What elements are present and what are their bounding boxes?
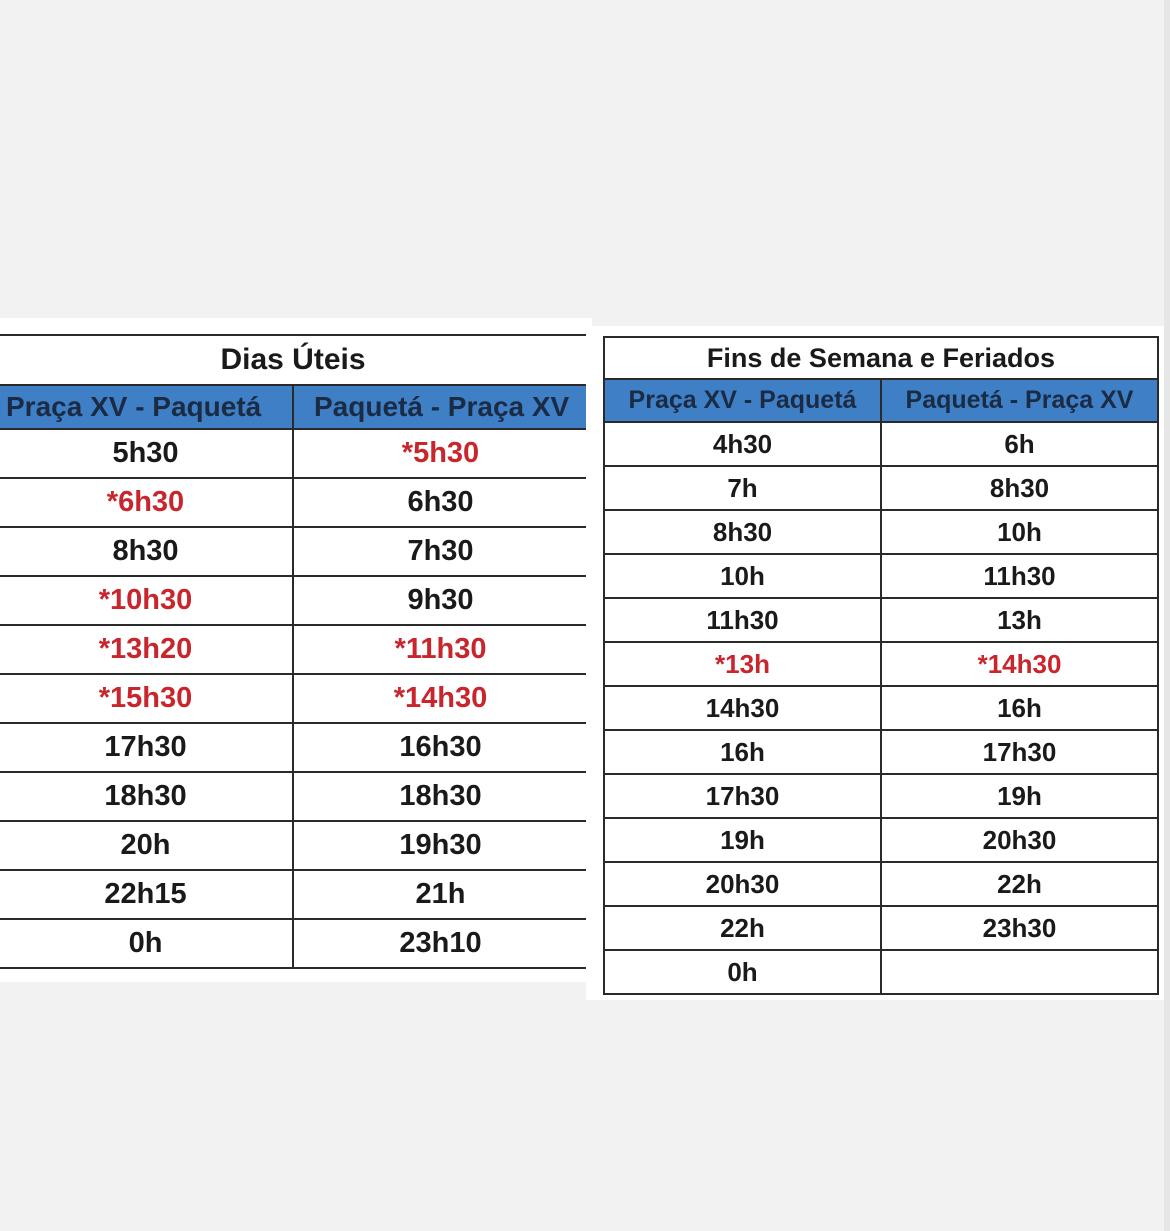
weekend-time-cell: [881, 950, 1158, 994]
weekend-time-cell: 6h: [881, 422, 1158, 466]
weekend-time-cell: 23h30: [881, 906, 1158, 950]
weekend-time-cell: 7h: [604, 466, 881, 510]
weekday-time-cell: 22h15: [0, 870, 293, 919]
weekend-row: [604, 686, 1158, 730]
weekend-row: [604, 642, 1158, 686]
weekday-time-cell: 18h30: [0, 772, 293, 821]
weekend-row: [604, 730, 1158, 774]
weekend-row: [604, 422, 1158, 466]
weekend-time-cell: 16h: [881, 686, 1158, 730]
weekend-time-cell: 17h30: [604, 774, 881, 818]
weekday-time-cell: *6h30: [0, 478, 293, 527]
weekday-row: [0, 576, 587, 625]
weekend-time-cell: 22h: [604, 906, 881, 950]
weekday-time-cell: *13h20: [0, 625, 293, 674]
weekday-row: [0, 723, 587, 772]
weekend-time-cell: 17h30: [881, 730, 1158, 774]
weekend-row: [604, 510, 1158, 554]
weekday-time-cell: 0h: [0, 919, 293, 968]
weekend-time-cell: 10h: [604, 554, 881, 598]
weekday-schedule-panel: [0, 318, 592, 982]
weekend-time-cell: 0h: [604, 950, 881, 994]
weekend-schedule-table: [603, 336, 1159, 995]
weekend-row: [604, 466, 1158, 510]
weekday-time-cell: 6h30: [293, 478, 587, 527]
weekday-table-title: Dias Úteis: [0, 335, 587, 385]
weekend-time-cell: 22h: [881, 862, 1158, 906]
weekend-time-cell: 19h: [604, 818, 881, 862]
weekday-schedule-table: [0, 334, 588, 969]
weekday-time-cell: 20h: [0, 821, 293, 870]
weekend-time-cell: 11h30: [604, 598, 881, 642]
weekend-time-cell: 13h: [881, 598, 1158, 642]
weekday-time-cell: *10h30: [0, 576, 293, 625]
weekday-row: [0, 772, 587, 821]
column-header-praca-paqueta: Praça XV - Paquetá: [0, 385, 293, 429]
weekend-time-cell: 8h30: [881, 466, 1158, 510]
weekend-row: [604, 774, 1158, 818]
weekend-time-cell: 11h30: [881, 554, 1158, 598]
weekend-row: [604, 598, 1158, 642]
page-edge: [1164, 0, 1170, 1231]
weekend-time-cell: 16h: [604, 730, 881, 774]
weekend-time-cell: 14h30: [604, 686, 881, 730]
weekend-schedule-panel: [586, 326, 1170, 1000]
weekend-time-cell: 19h: [881, 774, 1158, 818]
column-header-paqueta-praca: Paquetá - Praça XV: [293, 385, 587, 429]
weekend-row: [604, 950, 1158, 994]
weekday-row: [0, 527, 587, 576]
weekend-time-cell: *14h30: [881, 642, 1158, 686]
weekend-row: [604, 818, 1158, 862]
weekend-time-cell: 20h30: [881, 818, 1158, 862]
weekday-time-cell: 5h30: [0, 429, 293, 478]
weekday-time-cell: 19h30: [293, 821, 587, 870]
weekday-time-cell: 16h30: [293, 723, 587, 772]
weekday-time-cell: 8h30: [0, 527, 293, 576]
weekend-row: [604, 554, 1158, 598]
weekday-row: [0, 919, 587, 968]
weekday-time-cell: 21h: [293, 870, 587, 919]
weekday-time-cell: *5h30: [293, 429, 587, 478]
weekend-time-cell: *13h: [604, 642, 881, 686]
weekday-time-cell: *15h30: [0, 674, 293, 723]
column-header-praca-paqueta: Praça XV - Paquetá: [604, 379, 881, 422]
weekend-table-body: [604, 422, 1158, 994]
weekday-row: [0, 870, 587, 919]
column-header-paqueta-praca: Paquetá - Praça XV: [881, 379, 1158, 422]
weekday-time-cell: 9h30: [293, 576, 587, 625]
weekday-time-cell: 7h30: [293, 527, 587, 576]
weekday-time-cell: 18h30: [293, 772, 587, 821]
weekend-row: [604, 906, 1158, 950]
weekday-time-cell: 17h30: [0, 723, 293, 772]
weekend-time-cell: 10h: [881, 510, 1158, 554]
weekday-row: [0, 625, 587, 674]
weekday-time-cell: 23h10: [293, 919, 587, 968]
weekend-time-cell: 4h30: [604, 422, 881, 466]
weekend-row: [604, 862, 1158, 906]
weekend-time-cell: 20h30: [604, 862, 881, 906]
weekday-row: [0, 478, 587, 527]
weekend-table-title: Fins de Semana e Feriados: [604, 337, 1158, 379]
weekday-row: [0, 429, 587, 478]
weekday-time-cell: *11h30: [293, 625, 587, 674]
weekday-row: [0, 821, 587, 870]
weekday-time-cell: *14h30: [293, 674, 587, 723]
weekend-time-cell: 8h30: [604, 510, 881, 554]
weekday-table-body: [0, 429, 587, 968]
weekday-row: [0, 674, 587, 723]
